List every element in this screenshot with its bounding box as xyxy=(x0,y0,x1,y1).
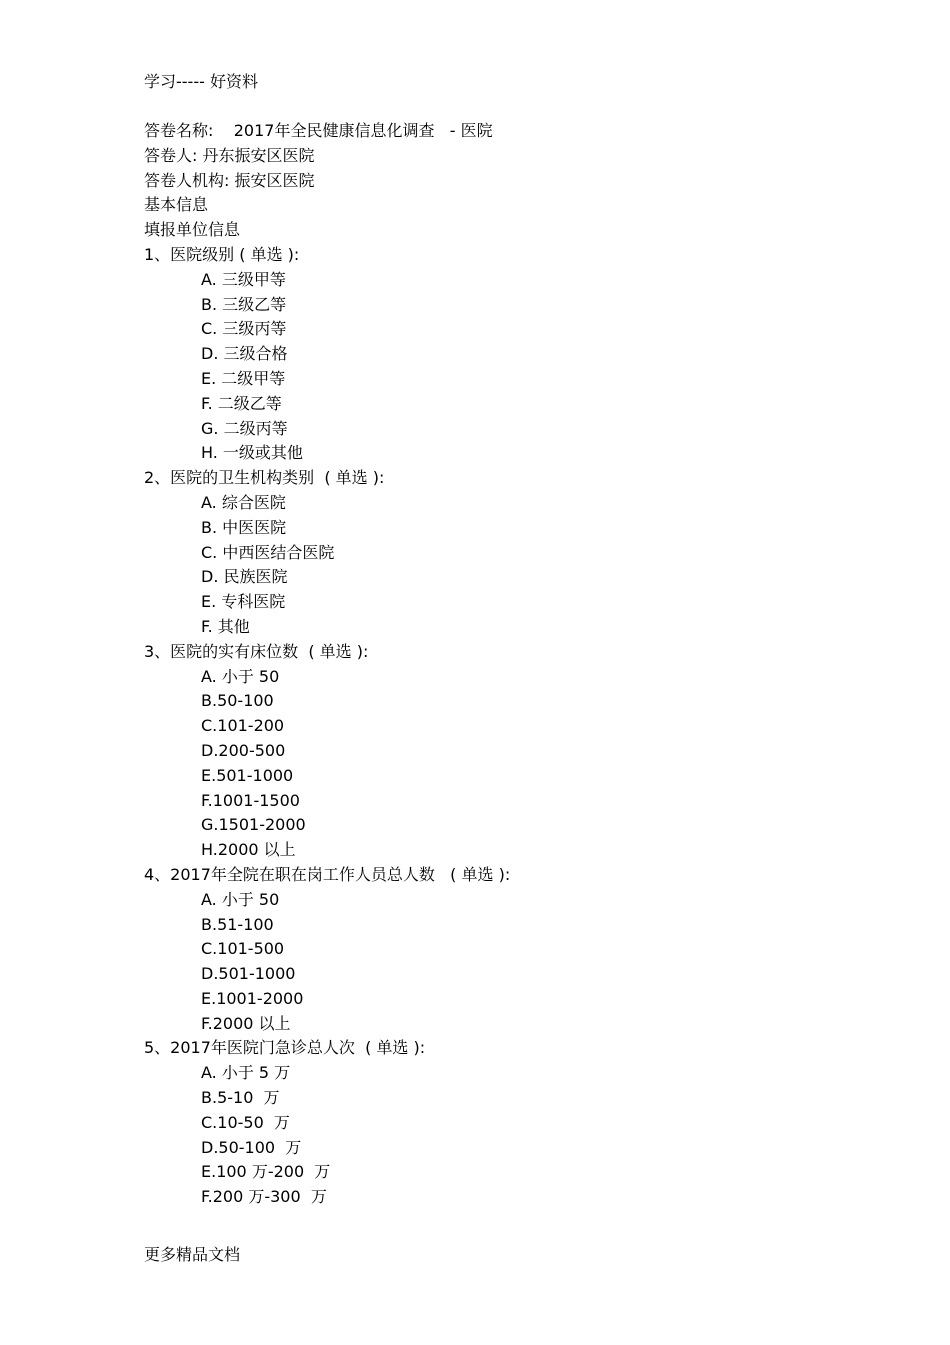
option-item: D.50-100 万 xyxy=(201,1137,302,1157)
survey-name: 答卷名称: 2017年全民健康信息化调查 - 医院 xyxy=(144,121,493,140)
option-item: G.1501-2000 xyxy=(201,815,306,835)
option-item: B.5-10 万 xyxy=(201,1088,280,1108)
option-item: C.10-50 万 xyxy=(201,1112,290,1132)
survey-body xyxy=(144,119,510,1210)
option-item: C. 中西医结合医院 xyxy=(201,542,335,562)
question-title: 2、医院的卫生机构类别 ( 单选 ): xyxy=(144,468,385,488)
option-item: B.51-100 xyxy=(201,914,274,934)
question-title: 3、医院的实有床位数 ( 单选 ): xyxy=(144,641,369,661)
option-item: A. 小于 5 万 xyxy=(201,1063,291,1083)
option-item: A. 小于 50 xyxy=(201,889,280,909)
option-item: H.2000 以上 xyxy=(201,840,296,860)
option-item: F. 二级乙等 xyxy=(201,393,282,413)
option-item: D.200-500 xyxy=(201,740,286,760)
option-item: D. 民族医院 xyxy=(201,567,288,587)
option-item: A. 综合医院 xyxy=(201,492,286,512)
option-item: B.50-100 xyxy=(201,691,274,711)
option-item: F.1001-1500 xyxy=(201,790,300,810)
option-item: G. 二级丙等 xyxy=(201,418,288,438)
option-item: E. 二级甲等 xyxy=(201,368,286,388)
option-item: B. 三级乙等 xyxy=(201,294,287,314)
option-item: C. 三级丙等 xyxy=(201,319,287,339)
page-footer: 更多精品文档 xyxy=(144,1245,241,1264)
option-item: D.501-1000 xyxy=(201,964,296,984)
option-item: A. 小于 50 xyxy=(201,666,280,686)
option-item: D. 三级合格 xyxy=(201,344,288,364)
section-unit-info: 填报单位信息 xyxy=(144,220,241,240)
option-item: E.501-1000 xyxy=(201,765,294,785)
option-item: F.200 万-300 万 xyxy=(201,1187,327,1207)
section-basic-info: 基本信息 xyxy=(144,195,209,215)
question-title: 4、2017年全院在职在岗工作人员总人数 ( 单选 ): xyxy=(144,864,511,884)
question-title: 5、2017年医院门急诊总人次 ( 单选 ): xyxy=(144,1038,426,1058)
option-item: F. 其他 xyxy=(201,616,250,636)
option-item: E. 专科医院 xyxy=(201,592,286,612)
page-header: 学习----- 好资料 xyxy=(144,72,258,91)
option-item: C.101-500 xyxy=(201,939,285,959)
respondent-org: 答卷人机构: 振安区医院 xyxy=(144,170,315,190)
option-item: C.101-200 xyxy=(201,716,285,736)
option-item: E.100 万-200 万 xyxy=(201,1162,331,1182)
option-item: F.2000 以上 xyxy=(201,1013,291,1033)
option-item: B. 中医医院 xyxy=(201,517,287,537)
option-item: A. 三级甲等 xyxy=(201,269,286,289)
respondent: 答卷人: 丹东振安区医院 xyxy=(144,145,315,165)
option-item: E.1001-2000 xyxy=(201,988,304,1008)
question-title: 1、医院级别 ( 单选 ): xyxy=(144,244,300,264)
option-item: H. 一级或其他 xyxy=(201,443,303,463)
